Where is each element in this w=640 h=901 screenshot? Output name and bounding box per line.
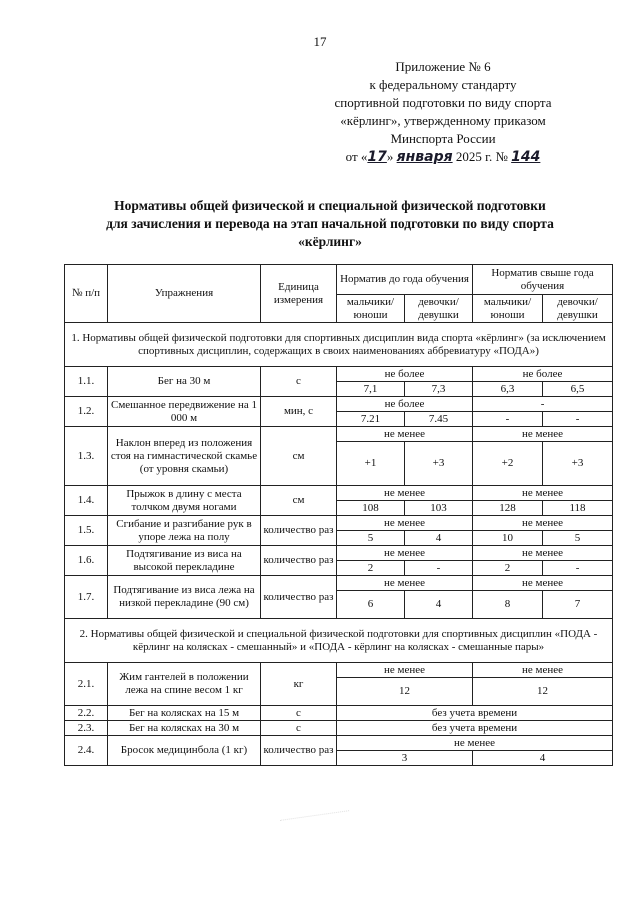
table-row: 1.7. Подтягивание из виса лежа на низкой перекладине (90 см) количество раз не менее не менее <box>65 576 613 591</box>
handwritten-month: января <box>396 149 453 165</box>
header-girls: девочки/ девушки <box>543 295 613 323</box>
appendix-line: «кёрлинг», утвержденному приказом <box>340 113 546 128</box>
table-row: 6 4 8 7 <box>65 591 613 619</box>
table-row: 108 103 128 118 <box>65 501 613 516</box>
table-row: 7,1 7,3 6,3 6,5 <box>65 382 613 397</box>
table-row: +1 +3 +2 +3 <box>65 442 613 486</box>
table-header-row <box>65 265 613 295</box>
header-unit: Единица измерения <box>261 265 337 323</box>
table-row: 1.3. Наклон вперед из положения стоя на гимнастической скамье (от уровня скамьи) см не менее не менее <box>65 427 613 442</box>
table-row: 2.4. Бросок медицинбола (1 кг) количество раз не менее <box>65 736 613 751</box>
handwritten-day: 17 <box>367 149 387 165</box>
table-row: 2.2. Бег на колясках на 15 м с без учета времени <box>65 706 613 721</box>
table-row: 1.2. Смешанное передвижение на 1 000 м мин, с не более - <box>65 397 613 412</box>
order-date-line: от «17» января 2025 г. № 144 <box>345 149 541 165</box>
section-row <box>65 323 613 367</box>
table-row: 1.6. Подтягивание из виса на высокой перекладине количество раз не менее не менее <box>65 546 613 561</box>
header-boys: мальчики/ юноши <box>473 295 543 323</box>
section-row <box>65 619 613 663</box>
table-row: 3 4 <box>65 751 613 766</box>
table-row: 2 - 2 - <box>65 561 613 576</box>
header-exercise: Упражнения <box>108 265 261 323</box>
table-row: 2.1. Жим гантелей в положении лежа на спине весом 1 кг кг не менее не менее <box>65 663 613 678</box>
header-girls: девочки/ девушки <box>405 295 473 323</box>
table-row: 1.4. Прыжок в длину с места толчком двумя ногами см не менее не менее <box>65 486 613 501</box>
ministry-line: Минспорта России <box>390 131 496 146</box>
appendix-line: к федеральному стандарту <box>369 77 517 92</box>
table-row: 1.1. Бег на 30 м с не более не более <box>65 367 613 382</box>
page-number: 17 <box>313 34 327 49</box>
appendix-title: Приложение № 6 <box>395 59 491 74</box>
appendix-line: спортивной подготовки по виду спорта <box>334 95 552 110</box>
header-num: № п/п <box>65 265 108 323</box>
table-row: 1.5. Сгибание и разгибание рук в упоре лежа на полу количество раз не менее не менее <box>65 516 613 531</box>
section-1-title: 1. Нормативы общей физической подготовки для спортивных дисциплин вида спорта «кёрлинг» (за исключением спортивных дисциплин, содержащих в своих наименованиях аббревиатуру «ПОДА») <box>65 323 613 367</box>
appendix-header <box>298 58 588 166</box>
section-2-title: 2. Нормативы общей физической и специальной физической подготовки для спортивных дисциплин «ПОДА - кёрлинг на колясках - смешанный» и «ПОДА - кёрлинг на колясках - смешанные пары» <box>65 619 613 663</box>
table-row: 5 4 10 5 <box>65 531 613 546</box>
scan-artifact <box>280 810 351 829</box>
document-title: Нормативы общей физической и специальной физической подготовки для зачисления и перевода на этап начальной подготовки по виду спорта «кёрлинг» <box>106 198 554 249</box>
table-row: 12 12 <box>65 678 613 706</box>
header-over-year: Норматив свыше года обучения <box>473 265 613 295</box>
handwritten-order-number: 144 <box>511 149 541 165</box>
table-row: 2.3. Бег на колясках на 30 м с без учета времени <box>65 721 613 736</box>
header-up-to-year: Норматив до года обучения <box>337 265 473 295</box>
table-row: 7.21 7.45 - - <box>65 412 613 427</box>
header-boys: мальчики/ юноши <box>337 295 405 323</box>
norms-table <box>64 264 613 766</box>
